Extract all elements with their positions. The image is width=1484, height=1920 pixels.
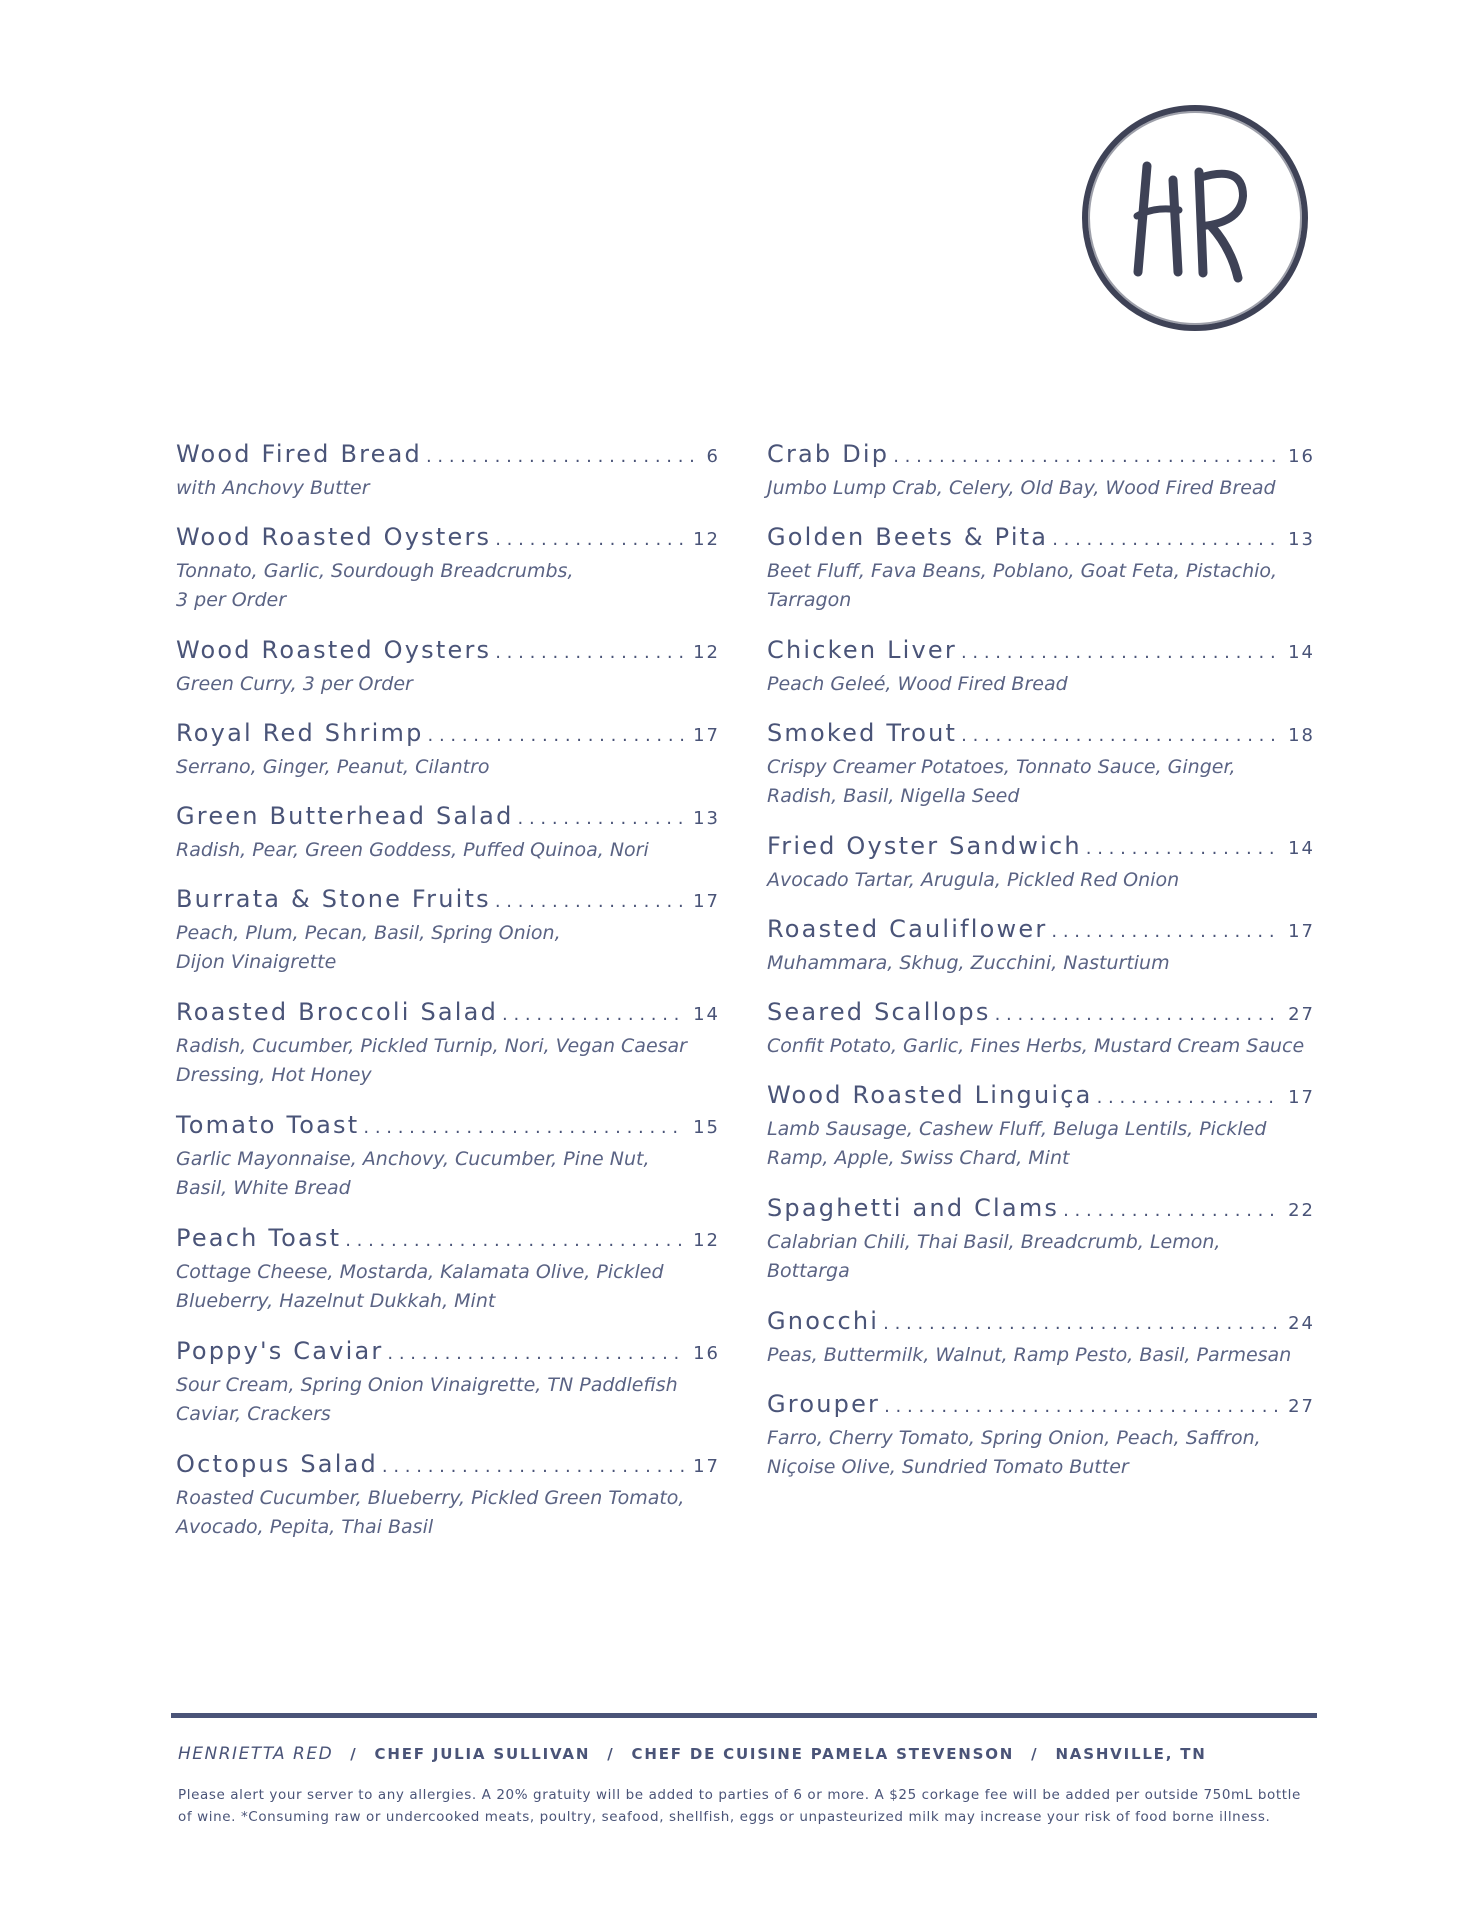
menu-item-price: 15: [693, 1117, 720, 1138]
restaurant-logo: [1075, 98, 1315, 338]
menu-item: [176, 885, 720, 977]
menu-item-price: 13: [693, 808, 720, 829]
menu-item-name: Royal Red Shrimp: [176, 719, 424, 747]
menu-item-price: 17: [693, 725, 720, 746]
menu-item: [767, 1194, 1315, 1286]
menu-item-name: Chicken Liver: [767, 636, 957, 664]
menu-item-price: 18: [1288, 725, 1315, 746]
menu-item-price: 14: [1288, 642, 1315, 663]
menu-item-name: Gnocchi: [767, 1307, 880, 1335]
menu-item-price: 24: [1288, 1313, 1315, 1334]
menu-item-name: Crab Dip: [767, 440, 890, 468]
dot-leader: [359, 1117, 685, 1138]
menu-item: [767, 1081, 1315, 1173]
menu-item-header: [767, 915, 1315, 951]
menu-item-description: Lamb Sausage, Cashew Fluff, Beluga Lentils, Pickled Ramp, Apple, Swiss Chard, Mint: [767, 1118, 1267, 1169]
menu-item-price: 12: [693, 529, 720, 550]
menu-item: [767, 636, 1315, 699]
menu-item-header: [767, 1390, 1315, 1426]
menu-item-description: Beet Fluff, Fava Beans, Poblano, Goat Feta, Pistachio, Tarragon: [767, 560, 1278, 611]
menu-item-description: Jumbo Lump Crab, Celery, Old Bay, Wood Fired Bread: [767, 477, 1276, 499]
menu-item: [767, 523, 1315, 615]
menu-item-name: Burrata & Stone Fruits: [176, 885, 491, 913]
footer-separator: /: [607, 1745, 615, 1763]
menu-item-name: Poppy's Caviar: [176, 1337, 384, 1365]
menu-item-header: [176, 1224, 720, 1260]
menu-item: [176, 636, 720, 699]
footer-separator: /: [1031, 1745, 1039, 1763]
menu-item: [176, 440, 720, 503]
menu-item-header: [767, 1194, 1315, 1230]
dot-leader: [1059, 1200, 1280, 1221]
menu-item: [767, 440, 1315, 503]
menu-item-header: [176, 1337, 720, 1373]
dot-leader: [514, 808, 686, 829]
dot-leader: [422, 446, 699, 467]
menu-item-header: [176, 719, 720, 755]
menu-item-price: 27: [1288, 1004, 1315, 1025]
menu-item-description: Sour Cream, Spring Onion Vinaigrette, TN Paddlefish Caviar, Crackers: [176, 1374, 678, 1425]
menu-item-description: Calabrian Chili, Thai Basil, Breadcrumb, Lemon, Bottarga: [767, 1231, 1221, 1282]
dot-leader: [498, 1004, 685, 1025]
menu-item-name: Smoked Trout: [767, 719, 958, 747]
menu-item: [176, 1224, 720, 1316]
menu-item-description: Peach, Plum, Pecan, Basil, Spring Onion, Dijon Vinaigrette: [176, 922, 561, 973]
menu-item-name: Green Butterhead Salad: [176, 802, 514, 830]
dot-leader: [957, 725, 1280, 746]
menu-item-header: [767, 636, 1315, 672]
dot-leader: [889, 446, 1280, 467]
menu-item-description: with Anchovy Butter: [176, 477, 370, 499]
menu-item-description: Confit Potato, Garlic, Fines Herbs, Mustard Cream Sauce: [767, 1035, 1305, 1057]
menu-item-price: 27: [1288, 1396, 1315, 1417]
menu-item: [767, 1390, 1315, 1482]
dot-leader: [1093, 1087, 1281, 1108]
menu-item-description: Avocado Tartar, Arugula, Pickled Red Onion: [767, 869, 1180, 891]
footer-chef-de-cuisine: CHEF DE CUISINE PAMELA STEVENSON: [631, 1745, 1015, 1763]
menu-item: [176, 998, 720, 1090]
menu-item-description: Radish, Cucumber, Pickled Turnip, Nori, Vegan Caesar Dressing, Hot Honey: [176, 1035, 687, 1086]
menu-item-name: Grouper: [767, 1390, 881, 1418]
menu-item-description: Roasted Cucumber, Blueberry, Pickled Green Tomato, Avocado, Pepita, Thai Basil: [176, 1487, 685, 1538]
menu-item: [767, 719, 1315, 811]
menu-item-description: Serrano, Ginger, Peanut, Cilantro: [176, 756, 490, 778]
menu-item-name: Peach Toast: [176, 1224, 342, 1252]
menu-item-header: [176, 440, 720, 476]
menu-item-name: Tomato Toast: [176, 1111, 360, 1139]
menu-item-name: Wood Roasted Linguiça: [767, 1081, 1093, 1109]
menu-item: [767, 998, 1315, 1061]
menu-item-name: Octopus Salad: [176, 1450, 378, 1478]
menu-item-description: Crispy Creamer Potatoes, Tonnato Sauce, Ginger, Radish, Basil, Nigella Seed: [767, 756, 1236, 807]
footer-restaurant-name: HENRIETTA RED: [178, 1744, 334, 1764]
menu-item-name: Golden Beets & Pita: [767, 523, 1049, 551]
menu-item-header: [767, 523, 1315, 559]
menu-item-name: Wood Fired Bread: [176, 440, 422, 468]
menu-item-description: Tonnato, Garlic, Sourdough Breadcrumbs, 3 per Order: [176, 560, 574, 611]
dot-leader: [1082, 838, 1280, 859]
menu-item-price: 16: [1288, 446, 1315, 467]
menu-item-name: Roasted Cauliflower: [767, 915, 1048, 943]
menu-item-header: [176, 802, 720, 838]
menu-item-description: Muhammara, Skhug, Zucchini, Nasturtium: [767, 952, 1170, 974]
menu-item: [176, 523, 720, 615]
menu-item-description: Peach Geleé, Wood Fired Bread: [767, 673, 1068, 695]
menu-item-header: [767, 719, 1315, 755]
menu-item: [176, 1337, 720, 1429]
menu-item-price: 14: [1288, 838, 1315, 859]
dot-leader: [1048, 529, 1280, 550]
menu-item: [767, 915, 1315, 978]
menu-item-name: Roasted Broccoli Salad: [176, 998, 499, 1026]
menu-item-header: [176, 1450, 720, 1486]
dot-leader: [879, 1313, 1280, 1334]
menu-item-price: 22: [1288, 1200, 1315, 1221]
menu-item-header: [767, 1081, 1315, 1117]
footer-separator: /: [350, 1745, 358, 1763]
menu-item-name: Wood Roasted Oysters: [176, 636, 492, 664]
dot-leader: [880, 1396, 1280, 1417]
footer-divider: [171, 1713, 1317, 1718]
menu-item-price: 17: [693, 891, 720, 912]
footer-location: NASHVILLE, TN: [1055, 1745, 1207, 1763]
menu-item-price: 16: [693, 1343, 720, 1364]
menu-item-price: 14: [693, 1004, 720, 1025]
dot-leader: [341, 1230, 685, 1251]
dot-leader: [991, 1004, 1281, 1025]
footer-credits: [178, 1744, 1207, 1764]
menu-item-price: 12: [693, 642, 720, 663]
menu-item-price: 13: [1288, 529, 1315, 550]
dot-leader: [424, 725, 686, 746]
dot-leader: [383, 1343, 685, 1364]
menu-item: [176, 802, 720, 865]
footer-disclaimer: Please alert your server to any allergies. A 20% gratuity will be added to parties of 6 or more. A $25 corkage fee will be added per outside 750mL bottle of wine. *Consuming raw or undercooked meats, poultry, seafood, shellfish, eggs or unpasteurized milk may increase your risk of food borne illness.: [178, 1787, 1301, 1825]
dot-leader: [491, 642, 685, 663]
menu-item: [767, 832, 1315, 895]
menu-item-description: Radish, Pear, Green Goddess, Puffed Quinoa, Nori: [176, 839, 649, 861]
menu-item-description: Green Curry, 3 per Order: [176, 673, 413, 695]
menu-item-header: [767, 1307, 1315, 1343]
menu-item: [767, 1307, 1315, 1370]
menu-item: [176, 1450, 720, 1542]
menu-item-price: 17: [1288, 921, 1315, 942]
menu-item-description: Farro, Cherry Tomato, Spring Onion, Peach, Saffron, Niçoise Olive, Sundried Tomato Butter: [767, 1427, 1261, 1478]
dot-leader: [957, 642, 1280, 663]
menu-item-name: Fried Oyster Sandwich: [767, 832, 1082, 860]
menu-item-header: [176, 523, 720, 559]
dot-leader: [491, 891, 685, 912]
menu-item-price: 12: [693, 1230, 720, 1251]
menu-item-header: [767, 998, 1315, 1034]
hr-monogram-circle-logo-icon: [1075, 98, 1315, 338]
menu-item-price: 6: [706, 446, 720, 467]
menu-item-header: [176, 998, 720, 1034]
menu-item-description: Cottage Cheese, Mostarda, Kalamata Olive, Pickled Blueberry, Hazelnut Dukkah, Mint: [176, 1261, 664, 1312]
dot-leader: [378, 1456, 685, 1477]
menu-item-header: [176, 1111, 720, 1147]
menu-item-header: [767, 832, 1315, 868]
menu-item: [176, 1111, 720, 1203]
menu-item-description: Peas, Buttermilk, Walnut, Ramp Pesto, Basil, Parmesan: [767, 1344, 1292, 1366]
menu-item-price: 17: [693, 1456, 720, 1477]
menu-item-header: [176, 885, 720, 921]
footer-chef: CHEF JULIA SULLIVAN: [374, 1745, 591, 1763]
menu-item-name: Wood Roasted Oysters: [176, 523, 492, 551]
menu-item-header: [176, 636, 720, 672]
menu-item-description: Garlic Mayonnaise, Anchovy, Cucumber, Pine Nut, Basil, White Bread: [176, 1148, 650, 1199]
menu-item-header: [767, 440, 1315, 476]
menu-item: [176, 719, 720, 782]
menu-item-name: Seared Scallops: [767, 998, 991, 1026]
dot-leader: [1047, 921, 1280, 942]
menu-item-name: Spaghetti and Clams: [767, 1194, 1060, 1222]
dot-leader: [491, 529, 685, 550]
menu-item-price: 17: [1288, 1087, 1315, 1108]
